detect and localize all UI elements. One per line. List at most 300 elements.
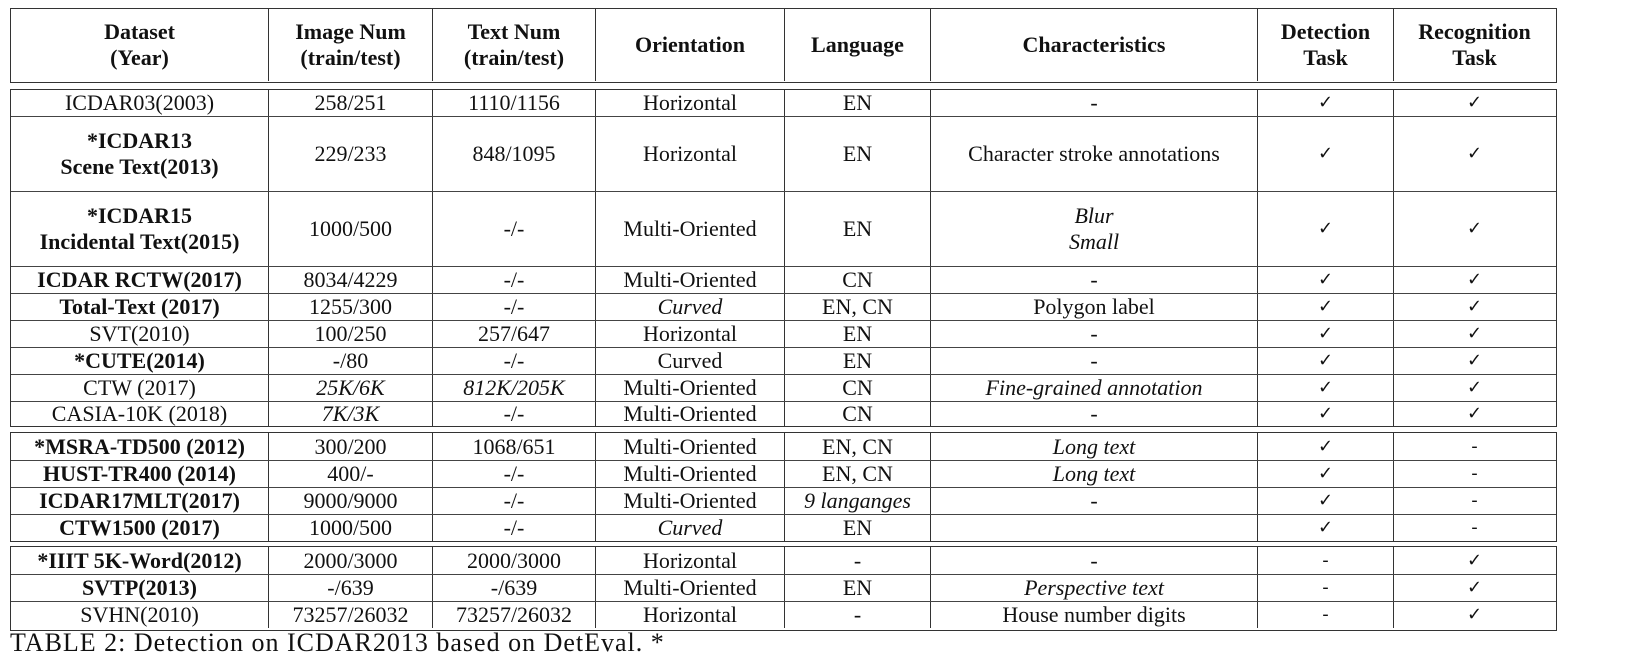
cell-image-num: [268, 267, 432, 293]
header-text: Detection: [1280, 19, 1371, 44]
table-row: [11, 374, 1556, 401]
cell-image-num: [268, 294, 432, 320]
cell-detection-task: [1257, 402, 1393, 426]
header-text: Orientation: [635, 32, 745, 57]
cell-text: House number digits: [1002, 602, 1186, 627]
dash-mark: -: [1471, 463, 1478, 484]
cell-text-num: [432, 402, 595, 426]
cell-language: [784, 575, 930, 601]
checkmark-icon: ✓: [1317, 463, 1334, 484]
cell-text-num: [432, 461, 595, 487]
cell-text: ICDAR17MLT(2017): [39, 488, 240, 513]
cell-text: *CUTE(2014): [74, 348, 205, 373]
cell-characteristics: [930, 321, 1257, 347]
cell-text: *ICDAR13: [86, 128, 193, 153]
cell-language: [784, 294, 930, 320]
cell-text: 7K/3K: [321, 401, 380, 426]
cell-orientation: [595, 575, 784, 601]
cell-text: -/-: [503, 515, 525, 540]
cell-text: 400/-: [327, 461, 374, 486]
cell-text: -: [1090, 547, 1098, 573]
cell-text: EN: [842, 216, 873, 241]
cell-text: -/-: [503, 488, 525, 513]
header-text: Language: [811, 32, 904, 57]
cell-text: EN, CN: [822, 294, 893, 319]
cell-text: 1255/300: [308, 294, 393, 319]
cell-dataset: [11, 515, 268, 541]
cell-text: -/-: [503, 401, 525, 426]
cell-text: Multi-Oriented: [623, 216, 757, 241]
cell-recognition-task: [1393, 348, 1555, 374]
cell-text-num: [432, 547, 595, 574]
cell-text-num: [432, 117, 595, 191]
cell-orientation: [595, 348, 784, 374]
cell-language: [784, 402, 930, 426]
cell-text: CASIA-10K (2018): [51, 401, 228, 426]
cell-text: SVTP(2013): [82, 575, 197, 600]
cell-detection-task: [1257, 321, 1393, 347]
table-row: [11, 266, 1556, 293]
cell-text: 257/647: [477, 321, 551, 346]
cell-text: ICDAR03(2003): [64, 90, 215, 115]
cell-text: *MSRA-TD500 (2012): [34, 433, 245, 459]
cell-orientation: [595, 488, 784, 514]
checkmark-icon: ✓: [1317, 377, 1334, 398]
header-image-num: [268, 9, 432, 81]
cell-text: Polygon label: [1033, 294, 1155, 319]
checkmark-icon: ✓: [1466, 403, 1483, 424]
cell-recognition-task: [1393, 375, 1555, 401]
header-characteristics: [930, 9, 1257, 81]
cell-text: -/-: [503, 348, 525, 373]
header-text: Dataset: [104, 19, 175, 44]
header-text: Recognition: [1418, 19, 1531, 44]
cell-text: Curved: [657, 348, 723, 373]
table-row: [11, 191, 1556, 266]
cell-text: Multi-Oriented: [623, 267, 757, 292]
checkmark-icon: ✓: [1466, 377, 1483, 398]
cell-text: -: [853, 547, 862, 573]
cell-text: 8034/4229: [303, 267, 398, 292]
cell-language: [784, 433, 930, 460]
dash-mark: -: [1471, 435, 1478, 457]
cell-characteristics: [930, 294, 1257, 320]
cell-image-num: [268, 488, 432, 514]
cell-recognition-task: [1393, 488, 1555, 514]
header-dataset: [11, 9, 268, 81]
checkmark-icon: ✓: [1466, 269, 1483, 290]
table-row: [11, 514, 1556, 541]
cell-text: SVT(2010): [89, 321, 190, 346]
cell-text: EN: [842, 141, 873, 166]
table-row: [11, 116, 1556, 191]
cell-text: 73257/26032: [292, 602, 409, 627]
cell-text: CTW (2017): [83, 375, 196, 400]
cell-dataset: [11, 602, 268, 628]
cell-language: [784, 547, 930, 574]
cell-text: 25K/6K: [316, 375, 385, 400]
checkmark-icon: ✓: [1317, 323, 1334, 344]
cell-detection-task: [1257, 461, 1393, 487]
cell-text-num: [432, 192, 595, 266]
cell-characteristics: [930, 375, 1257, 401]
cell-image-num: [268, 348, 432, 374]
header-language: [784, 9, 930, 81]
cell-text: Multi-Oriented: [623, 433, 757, 459]
cell-text: 300/200: [314, 433, 387, 459]
cell-image-num: [268, 192, 432, 266]
cell-text: Long text: [1052, 433, 1136, 459]
cell-text: 2000/3000: [303, 547, 398, 573]
cell-language: [784, 602, 930, 628]
cell-text-num: [432, 433, 595, 460]
header-text: (Year): [110, 45, 169, 70]
cell-language: [784, 375, 930, 401]
cell-dataset: [11, 192, 268, 266]
table-row: [11, 487, 1556, 514]
cell-text: 73257/26032: [455, 602, 573, 627]
cell-recognition-task: [1393, 267, 1555, 293]
table-row: [11, 90, 1556, 116]
cell-language: [784, 488, 930, 514]
cell-text: Horizontal: [642, 321, 738, 346]
header-text: Task: [1452, 45, 1497, 70]
checkmark-icon: ✓: [1466, 296, 1483, 317]
cell-text: SVHN(2010): [80, 602, 199, 627]
header-text: Text Num: [467, 19, 561, 44]
cell-text: Multi-Oriented: [623, 461, 757, 486]
cell-detection-task: [1257, 602, 1393, 628]
cell-recognition-task: [1393, 602, 1555, 628]
cell-recognition-task: [1393, 575, 1555, 601]
cell-dataset: [11, 117, 268, 191]
cell-recognition-task: [1393, 402, 1555, 426]
header-row: [11, 9, 1556, 81]
cell-recognition-task: [1393, 433, 1555, 460]
cell-image-num: [268, 575, 432, 601]
checkmark-icon: ✓: [1317, 218, 1334, 239]
cell-characteristics: [930, 192, 1257, 266]
cell-text: -: [1090, 267, 1098, 292]
cell-language: [784, 348, 930, 374]
checkmark-icon: ✓: [1466, 549, 1483, 571]
cell-text: 2000/3000: [466, 547, 562, 573]
cell-characteristics: [930, 117, 1257, 191]
cell-text: Horizontal: [642, 90, 738, 115]
cell-text: EN: [842, 575, 873, 600]
cell-characteristics: [930, 575, 1257, 601]
cell-text: Horizontal: [642, 141, 738, 166]
cell-recognition-task: [1393, 90, 1555, 116]
cell-text: -: [1090, 348, 1098, 373]
cell-text: EN: [842, 515, 873, 540]
cell-text: *ICDAR15: [86, 203, 193, 228]
cell-text: EN: [842, 348, 873, 373]
cell-text-num: [432, 348, 595, 374]
cell-text-num: [432, 602, 595, 628]
checkmark-icon: ✓: [1317, 269, 1334, 290]
cell-orientation: [595, 461, 784, 487]
cell-dataset: [11, 267, 268, 293]
cell-image-num: [268, 461, 432, 487]
cell-text: Incidental Text(2015): [39, 229, 240, 254]
cell-text: CTW1500 (2017): [59, 515, 220, 540]
cell-text: Fine-grained annotation: [985, 375, 1203, 400]
cell-dataset: [11, 375, 268, 401]
cell-text-num: [432, 90, 595, 116]
table-group-detection-only: [10, 432, 1557, 542]
cell-text: 1000/500: [308, 216, 393, 241]
cell-text: 9000/9000: [303, 488, 398, 513]
table-caption: TABLE 2: Detection on ICDAR2013 based on DetEval. *: [10, 628, 665, 657]
cell-text: Horizontal: [642, 547, 738, 573]
cell-characteristics: [930, 515, 1257, 541]
cell-text: -/80: [332, 348, 369, 373]
cell-characteristics: [930, 602, 1257, 628]
dash-mark: -: [1471, 517, 1478, 538]
cell-text-num: [432, 294, 595, 320]
checkmark-icon: ✓: [1317, 490, 1334, 511]
cell-recognition-task: [1393, 117, 1555, 191]
cell-text: 229/233: [314, 141, 387, 166]
table-row: [11, 401, 1556, 426]
table-row: [11, 347, 1556, 374]
checkmark-icon: ✓: [1466, 143, 1483, 164]
dash-mark: -: [1322, 604, 1329, 625]
cell-text: EN: [842, 90, 873, 115]
cell-recognition-task: [1393, 192, 1555, 266]
header-text: Characteristics: [1022, 32, 1166, 57]
cell-text: 9 langanges: [804, 488, 911, 513]
cell-text: -: [853, 602, 862, 627]
cell-text: 258/251: [314, 90, 387, 115]
cell-characteristics: [930, 267, 1257, 293]
header-text: Task: [1303, 45, 1348, 70]
cell-text-num: [432, 375, 595, 401]
cell-detection-task: [1257, 90, 1393, 116]
cell-dataset: [11, 294, 268, 320]
header-text: (train/test): [300, 45, 401, 70]
cell-detection-task: [1257, 433, 1393, 460]
cell-text: CN: [842, 401, 873, 426]
header-orientation: [595, 9, 784, 81]
cell-text-num: [432, 575, 595, 601]
cell-detection-task: [1257, 117, 1393, 191]
cell-text: Multi-Oriented: [623, 488, 757, 513]
cell-dataset: [11, 547, 268, 574]
cell-text: -/-: [503, 461, 525, 486]
cell-orientation: [595, 433, 784, 460]
cell-text: Scene Text(2013): [60, 154, 219, 179]
checkmark-icon: ✓: [1466, 323, 1483, 344]
cell-text: Multi-Oriented: [623, 375, 757, 400]
cell-text: Blur: [1074, 203, 1114, 228]
checkmark-icon: ✓: [1466, 92, 1483, 113]
cell-dataset: [11, 461, 268, 487]
cell-detection-task: [1257, 192, 1393, 266]
cell-recognition-task: [1393, 547, 1555, 574]
cell-text: -: [1090, 90, 1098, 115]
cell-text: -/639: [327, 575, 374, 600]
cell-recognition-task: [1393, 515, 1555, 541]
cell-text: 1000/500: [308, 515, 393, 540]
cell-text: ICDAR RCTW(2017): [37, 267, 242, 292]
cell-text-num: [432, 488, 595, 514]
cell-characteristics: [930, 90, 1257, 116]
cell-language: [784, 117, 930, 191]
cell-dataset: [11, 90, 268, 116]
checkmark-icon: ✓: [1466, 350, 1483, 371]
table-row: [11, 460, 1556, 487]
checkmark-icon: ✓: [1317, 296, 1334, 317]
cell-text: 1068/651: [472, 433, 556, 459]
dash-mark: -: [1471, 490, 1478, 511]
cell-text: -/-: [503, 294, 525, 319]
cell-text: HUST-TR400 (2014): [43, 461, 236, 486]
cell-text: -/-: [503, 267, 525, 292]
checkmark-icon: ✓: [1466, 604, 1483, 625]
cell-image-num: [268, 515, 432, 541]
checkmark-icon: ✓: [1466, 577, 1483, 598]
cell-orientation: [595, 547, 784, 574]
cell-text: 848/1095: [472, 141, 556, 166]
checkmark-icon: ✓: [1317, 435, 1334, 457]
cell-characteristics: [930, 433, 1257, 460]
cell-image-num: [268, 433, 432, 460]
cell-image-num: [268, 90, 432, 116]
cell-dataset: [11, 321, 268, 347]
cell-text: Total-Text (2017): [59, 294, 220, 319]
cell-text: Small: [1068, 229, 1120, 254]
cell-image-num: [268, 117, 432, 191]
header-text: (train/test): [463, 45, 565, 70]
cell-orientation: [595, 321, 784, 347]
cell-orientation: [595, 375, 784, 401]
cell-text: Character stroke annotations: [968, 141, 1220, 166]
cell-detection-task: [1257, 267, 1393, 293]
table-header: [10, 8, 1557, 83]
cell-text: Multi-Oriented: [623, 575, 757, 600]
checkmark-icon: ✓: [1317, 143, 1334, 164]
cell-text: EN, CN: [822, 461, 893, 486]
cell-text-num: [432, 267, 595, 293]
cell-orientation: [595, 602, 784, 628]
cell-dataset: [11, 402, 268, 426]
cell-detection-task: [1257, 575, 1393, 601]
cell-dataset: [11, 575, 268, 601]
checkmark-icon: ✓: [1317, 517, 1334, 538]
cell-text: 100/250: [314, 321, 387, 346]
cell-characteristics: [930, 402, 1257, 426]
cell-text: Curved: [657, 294, 723, 319]
cell-dataset: [11, 433, 268, 460]
cell-image-num: [268, 547, 432, 574]
cell-characteristics: [930, 488, 1257, 514]
cell-text: -/639: [490, 575, 538, 600]
cell-language: [784, 515, 930, 541]
table-group-recognition-only: [10, 546, 1557, 631]
cell-detection-task: [1257, 547, 1393, 574]
cell-text: CN: [842, 375, 873, 400]
cell-orientation: [595, 294, 784, 320]
table-row: [11, 433, 1556, 460]
cell-language: [784, 90, 930, 116]
table-group-detection-recognition: [10, 89, 1557, 427]
table-row: [11, 601, 1556, 628]
table-row: [11, 320, 1556, 347]
cell-recognition-task: [1393, 321, 1555, 347]
cell-text: Long text: [1052, 461, 1136, 486]
cell-text-num: [432, 515, 595, 541]
cell-image-num: [268, 602, 432, 628]
cell-text: *IIIT 5K-Word(2012): [37, 547, 242, 573]
table-row: [11, 574, 1556, 601]
cell-text: CN: [842, 267, 873, 292]
cell-orientation: [595, 402, 784, 426]
cell-dataset: [11, 488, 268, 514]
cell-text: -: [1090, 321, 1098, 346]
cell-text: EN: [842, 321, 873, 346]
cell-text: -: [1090, 401, 1098, 426]
checkmark-icon: ✓: [1317, 92, 1334, 113]
cell-text: -/-: [503, 216, 525, 241]
cell-dataset: [11, 348, 268, 374]
cell-image-num: [268, 375, 432, 401]
header-recognition-task: [1393, 9, 1555, 81]
cell-text: Curved: [657, 515, 723, 540]
cell-detection-task: [1257, 488, 1393, 514]
cell-text: 1110/1156: [468, 90, 560, 115]
cell-text-num: [432, 321, 595, 347]
header-detection-task: [1257, 9, 1393, 81]
header-text: Image Num: [295, 19, 406, 44]
cell-orientation: [595, 192, 784, 266]
dash-mark: -: [1322, 577, 1329, 598]
dash-mark: -: [1322, 549, 1329, 571]
cell-text: 812K/205K: [463, 375, 565, 400]
cell-orientation: [595, 90, 784, 116]
cell-recognition-task: [1393, 461, 1555, 487]
cell-characteristics: [930, 461, 1257, 487]
cell-text: Multi-Oriented: [623, 401, 757, 426]
cell-orientation: [595, 267, 784, 293]
table-row: [11, 293, 1556, 320]
cell-characteristics: [930, 547, 1257, 574]
table-row: [11, 547, 1556, 574]
cell-detection-task: [1257, 515, 1393, 541]
cell-text: Horizontal: [642, 602, 738, 627]
header-text-num: [432, 9, 595, 81]
cell-orientation: [595, 117, 784, 191]
cell-text: -: [1090, 488, 1098, 513]
checkmark-icon: ✓: [1317, 403, 1334, 424]
checkmark-icon: ✓: [1466, 218, 1483, 239]
cell-language: [784, 321, 930, 347]
cell-orientation: [595, 515, 784, 541]
cell-image-num: [268, 321, 432, 347]
cell-detection-task: [1257, 294, 1393, 320]
cell-detection-task: [1257, 375, 1393, 401]
cell-text: EN, CN: [822, 433, 893, 459]
cell-recognition-task: [1393, 294, 1555, 320]
cell-text: Perspective text: [1024, 575, 1164, 600]
cell-language: [784, 461, 930, 487]
cell-language: [784, 267, 930, 293]
cell-language: [784, 192, 930, 266]
cell-detection-task: [1257, 348, 1393, 374]
cell-image-num: [268, 402, 432, 426]
cell-characteristics: [930, 348, 1257, 374]
